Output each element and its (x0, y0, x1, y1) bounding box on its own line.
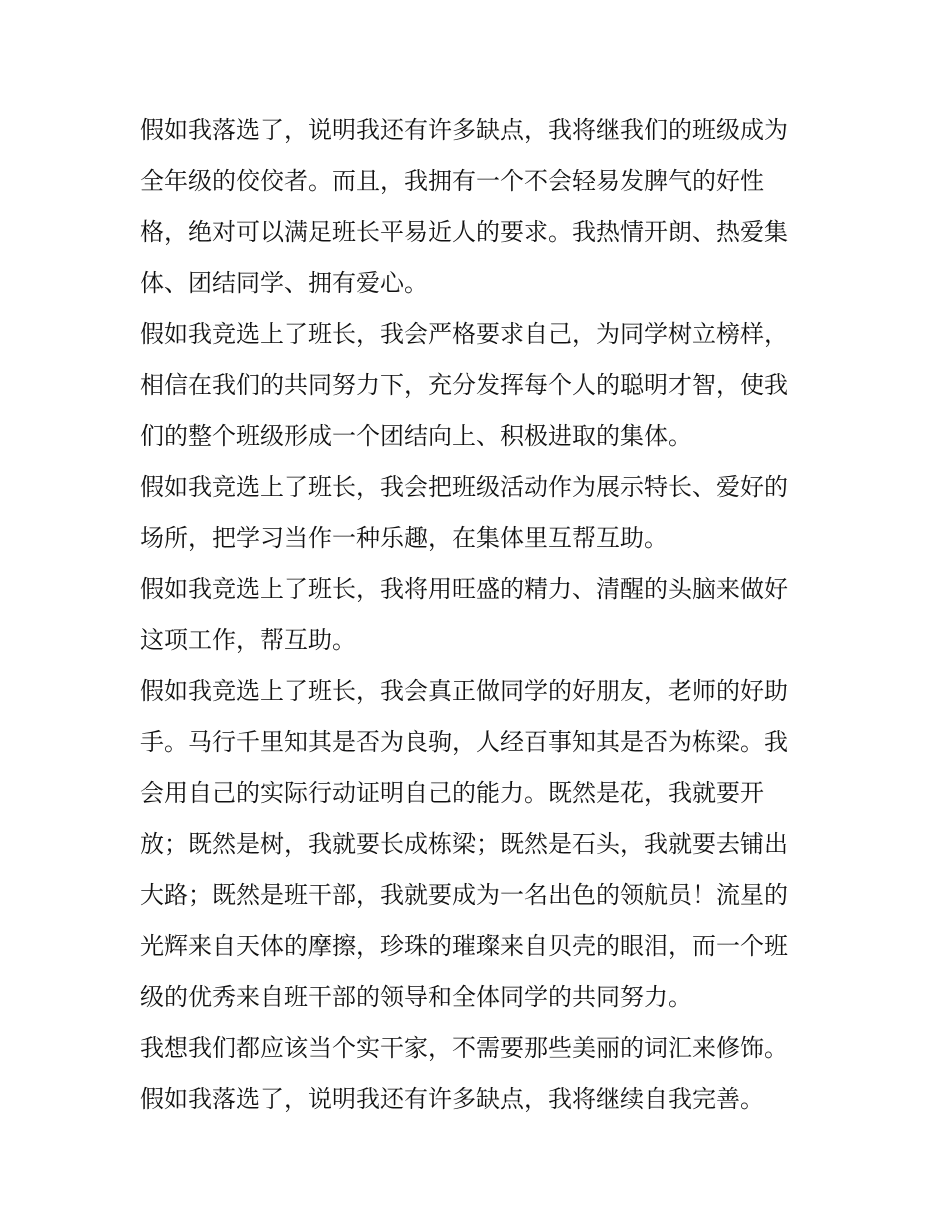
text-line: 会用自己的实际行动证明自己的能力。既然是花，我就要开 (140, 779, 764, 807)
text-line: 体、团结同学、拥有爱心。 (140, 269, 428, 297)
text-line: 假如我竞选上了班长，我将用旺盛的精力、清醒的头脑来做好 (140, 575, 788, 603)
text-line: 级的优秀来自班干部的领导和全体同学的共同努力。 (140, 983, 692, 1011)
text-line: 假如我竞选上了班长，我会严格要求自己，为同学树立榜样， (140, 320, 788, 348)
text-line: 格，绝对可以满足班长平易近人的要求。我热情开朗、热爱集 (140, 218, 788, 246)
text-line: 假如我竞选上了班长，我会真正做同学的好朋友，老师的好助 (140, 677, 788, 705)
document-body (140, 105, 820, 1125)
text-line: 相信在我们的共同努力下，充分发挥每个人的聪明才智，使我 (140, 371, 788, 399)
text-line: 假如我落选了，说明我还有许多缺点，我将继续自我完善。 (140, 1085, 764, 1113)
text-line: 光辉来自天体的摩擦，珍珠的璀璨来自贝壳的眼泪，而一个班 (140, 932, 788, 960)
text-line: 全年级的佼佼者。而且，我拥有一个不会轻易发脾气的好性 (140, 167, 764, 195)
text-line: 大路；既然是班干部，我就要成为一名出色的领航员！流星的 (140, 881, 788, 909)
text-line: 手。马行千里知其是否为良驹，人经百事知其是否为栋梁。我 (140, 728, 788, 756)
text-line: 放；既然是树，我就要长成栋梁；既然是石头，我就要去铺出 (140, 830, 788, 858)
text-line: 假如我竞选上了班长，我会把班级活动作为展示特长、爱好的 (140, 473, 788, 501)
text-line: 们的整个班级形成一个团结向上、积极进取的集体。 (140, 422, 692, 450)
text-line: 场所，把学习当作一种乐趣，在集体里互帮互助。 (140, 524, 668, 552)
text-line: 这项工作，帮互助。 (140, 626, 356, 654)
text-line: 我想我们都应该当个实干家，不需要那些美丽的词汇来修饰。 (140, 1034, 788, 1062)
text-line: 假如我落选了，说明我还有许多缺点，我将继我们的班级成为 (140, 116, 788, 144)
